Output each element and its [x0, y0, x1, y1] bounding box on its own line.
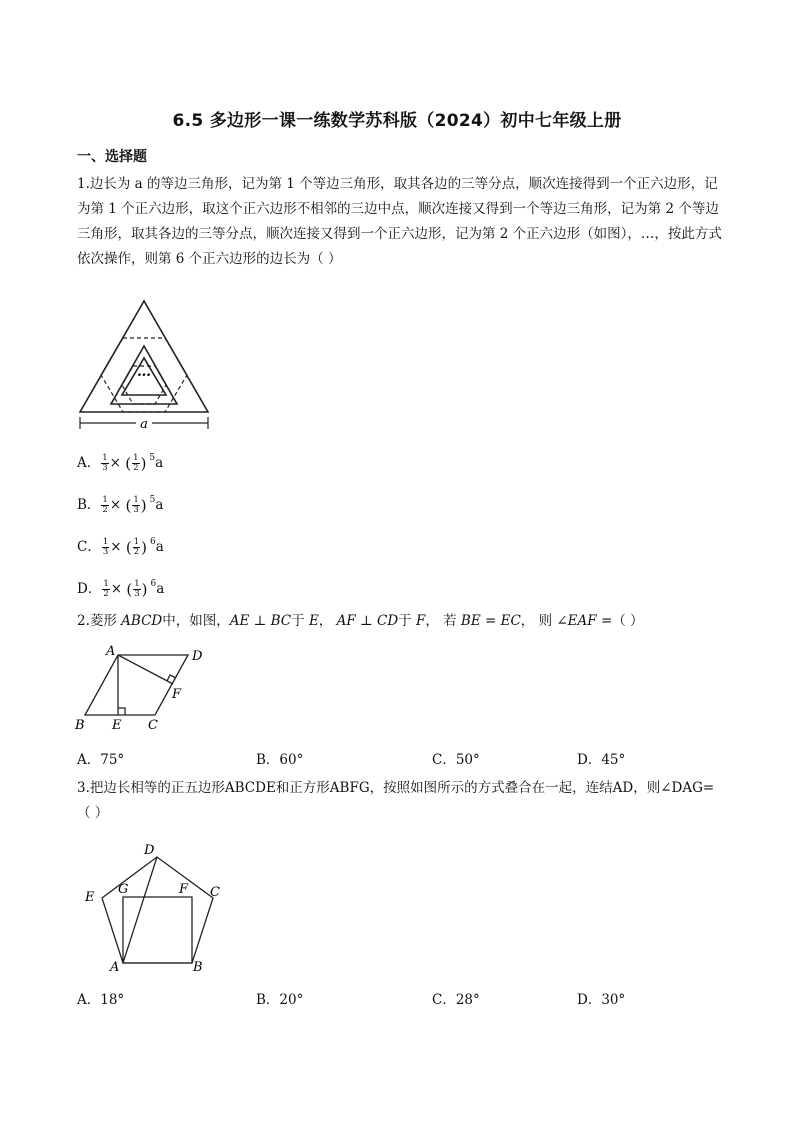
question-1-option-a: A． $\frac{1}{3}$ × ( $\frac{1}{2}$ ) $^5$a	[77, 453, 164, 473]
question-3-option-d: D．30°	[577, 992, 626, 1008]
times-sign: ×	[109, 497, 122, 513]
label-f: F	[172, 687, 182, 702]
question-2-option-d: D．45°	[577, 752, 626, 768]
label-b: B	[75, 718, 85, 733]
figure-ellipsis: …	[137, 364, 151, 380]
segment-ad	[123, 857, 157, 963]
label-c: C	[210, 885, 220, 900]
fraction: $\frac{1}{3}$	[102, 453, 108, 473]
times-sign: ×	[110, 581, 123, 597]
label-b: B	[193, 960, 203, 975]
fraction: $\frac{1}{2}$	[133, 453, 139, 473]
pentagon-abcde	[102, 857, 213, 963]
fraction: $\frac{1}{2}$	[103, 579, 109, 599]
question-1-figure	[74, 296, 214, 434]
label-e: E	[85, 890, 95, 905]
question-2-option-c: C．50°	[432, 752, 480, 768]
label-f: F	[179, 882, 189, 897]
right-angle-mark-e	[118, 708, 125, 715]
exponent: 5	[149, 453, 156, 463]
fraction: $\frac{1}{3}$	[134, 579, 140, 599]
label-c: C	[148, 718, 158, 733]
variable: a	[155, 497, 164, 513]
exponent: 6	[150, 537, 156, 547]
question-3-option-b: B．20°	[256, 992, 304, 1008]
variable: a	[155, 455, 164, 471]
times-sign: ×	[109, 455, 121, 471]
question-1-stem: 1.边长为 a 的等边三角形，记为第 1 个等边三角形，取其各边的三等分点，顺次连接得到一个正六边形，记为第 1 个正六边形，取这个正六边形不相邻的三边中点，顺次连接又得到一个等边三角形，记为第 2 个等边三角形，取其各边的三等分点，顺次连接又得到一个正六边形，记为第 2 个正六边形（如图），…，按此方式依次操作，则第 6 个正六边形的边长为（ ）	[77, 176, 722, 267]
fraction: $\frac{1}{2}$	[102, 495, 108, 515]
times-sign: ×	[110, 539, 122, 555]
segment-af	[118, 655, 173, 684]
label-e: E	[112, 718, 122, 733]
question-3-option-c: C．28°	[432, 992, 480, 1008]
exponent: 5	[149, 495, 156, 505]
question-1-option-b: B． $\frac{1}{2}$ × ( $\frac{1}{3}$ ) $^5$a	[77, 495, 164, 515]
variable: a	[155, 539, 164, 555]
question-1-option-c: C． $\frac{1}{3}$ × ( $\frac{1}{2}$ ) $^6$a	[77, 537, 164, 557]
label-a: A	[106, 644, 116, 659]
label-d: D	[192, 649, 203, 664]
option-letter: A．	[77, 455, 101, 471]
fraction: $\frac{1}{3}$	[133, 495, 139, 515]
variable: a	[156, 581, 165, 597]
figure-label-a: a	[140, 417, 148, 432]
question-3-option-a: A．18°	[77, 992, 125, 1008]
option-letter: B．	[77, 497, 101, 513]
label-d: D	[144, 843, 155, 858]
label-a: A	[110, 960, 120, 975]
rhombus-abcd	[85, 655, 188, 715]
question-2-option-a: A．75°	[77, 752, 125, 768]
question-2-stem: 2.菱形 ABCD中，如图，AE ⊥ BC于 E， AF ⊥ CD于 F， 若 BE = EC， 则 ∠EAF =（ ）	[77, 613, 644, 629]
question-1-option-d: D． $\frac{1}{2}$ × ( $\frac{1}{3}$ ) $^6$a	[77, 579, 165, 599]
section-heading: 一、选择题	[77, 149, 147, 165]
question-3-figure	[80, 838, 230, 978]
page-title: 6.5 多边形一课一练数学苏科版（2024）初中七年级上册	[172, 111, 622, 131]
label-g: G	[118, 882, 129, 897]
option-letter: D．	[77, 581, 102, 597]
fraction: $\frac{1}{2}$	[133, 537, 140, 557]
option-letter: C．	[77, 539, 101, 555]
question-2-option-b: B．60°	[256, 752, 304, 768]
fraction: $\frac{1}{3}$	[102, 537, 109, 557]
exponent: 6	[150, 579, 157, 589]
question-2-figure	[72, 642, 222, 734]
question-3-stem: 3.把边长相等的正五边形ABCDE和正方形ABFG，按照如图所示的方式叠合在一起，连结AD，则∠DAG=（ ）	[77, 780, 715, 821]
